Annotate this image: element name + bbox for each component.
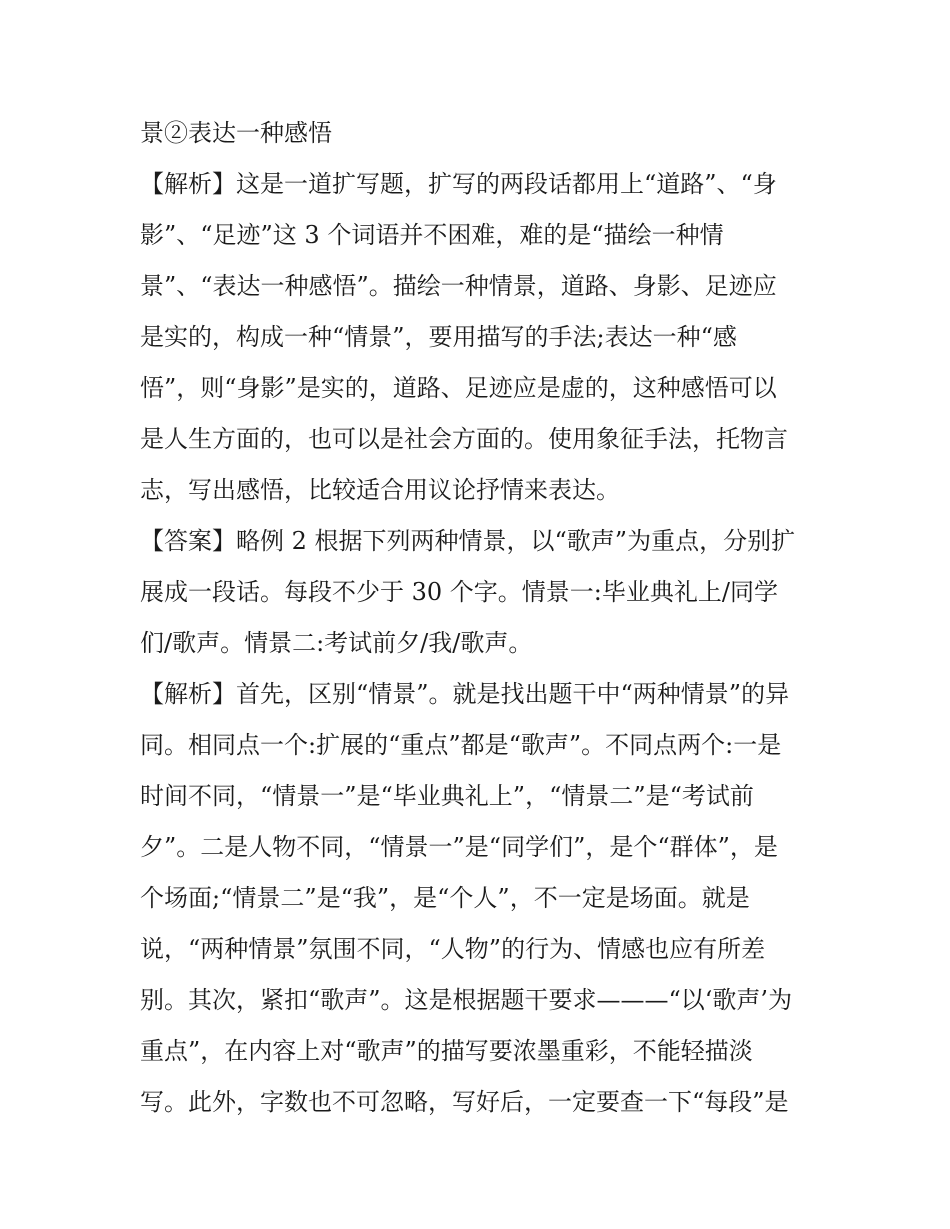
text-line-9: 【答案】略例 2 根据下列两种情景，以“歌声”为重点，分别扩 <box>140 527 796 555</box>
text-line-5: 是实的，构成一种“情景”，要用描写的手法;表达一种“感 <box>140 323 737 351</box>
text-line-15: 夕”。二是人物不同，“情景一”是“同学们”，是个“群体”，是 <box>140 833 778 861</box>
text-line-17: 说，“两种情景”氛围不同，“人物”的行为、情感也应有所差 <box>140 935 766 963</box>
text-line-11: 们/歌声。情景二:考试前夕/我/歌声。 <box>140 629 533 657</box>
document-body <box>140 108 815 1128</box>
text-line-8: 志，写出感悟，比较适合用议论抒情来表达。 <box>140 476 620 504</box>
text-line-16: 个场面;“情景二”是“我”，是“个人”，不一定是场面。就是 <box>140 884 750 912</box>
text-line-13: 同。相同点一个:扩展的“重点”都是“歌声”。不同点两个:一是 <box>140 731 782 759</box>
text-line-4: 景”、“表达一种感悟”。描绘一种情景，道路、身影、足迹应 <box>140 272 777 300</box>
text-line-19: 重点”，在内容上对“歌声”的描写要浓墨重彩，不能轻描淡 <box>140 1037 753 1065</box>
text-line-6: 悟”，则“身影”是实的，道路、足迹应是虚的，这种感悟可以 <box>140 374 777 402</box>
text-line-3: 影”、“足迹”这 3 个词语并不困难，难的是“描绘一种情 <box>140 221 724 249</box>
text-line-10: 展成一段话。每段不少于 30 个字。情景一:毕业典礼上/同学 <box>140 578 778 606</box>
text-line-14: 时间不同，“情景一”是“毕业典礼上”，“情景二”是“考试前 <box>140 782 754 810</box>
text-line-2: 【解析】这是一道扩写题，扩写的两段话都用上“道路”、“身 <box>140 170 777 198</box>
text-line-7: 是人生方面的，也可以是社会方面的。使用象征手法，托物言 <box>140 425 788 453</box>
text-line-20: 写。此外，字数也不可忽略，写好后，一定要查一下“每段”是 <box>140 1088 789 1116</box>
text-line-12: 【解析】首先，区别“情景”。就是找出题干中“两种情景”的异 <box>140 680 790 708</box>
text-line-18: 别。其次，紧扣“歌声”。这是根据题干要求———“以‘歌声’为 <box>140 986 793 1014</box>
text-line-1: 景②表达一种感悟 <box>140 119 332 147</box>
